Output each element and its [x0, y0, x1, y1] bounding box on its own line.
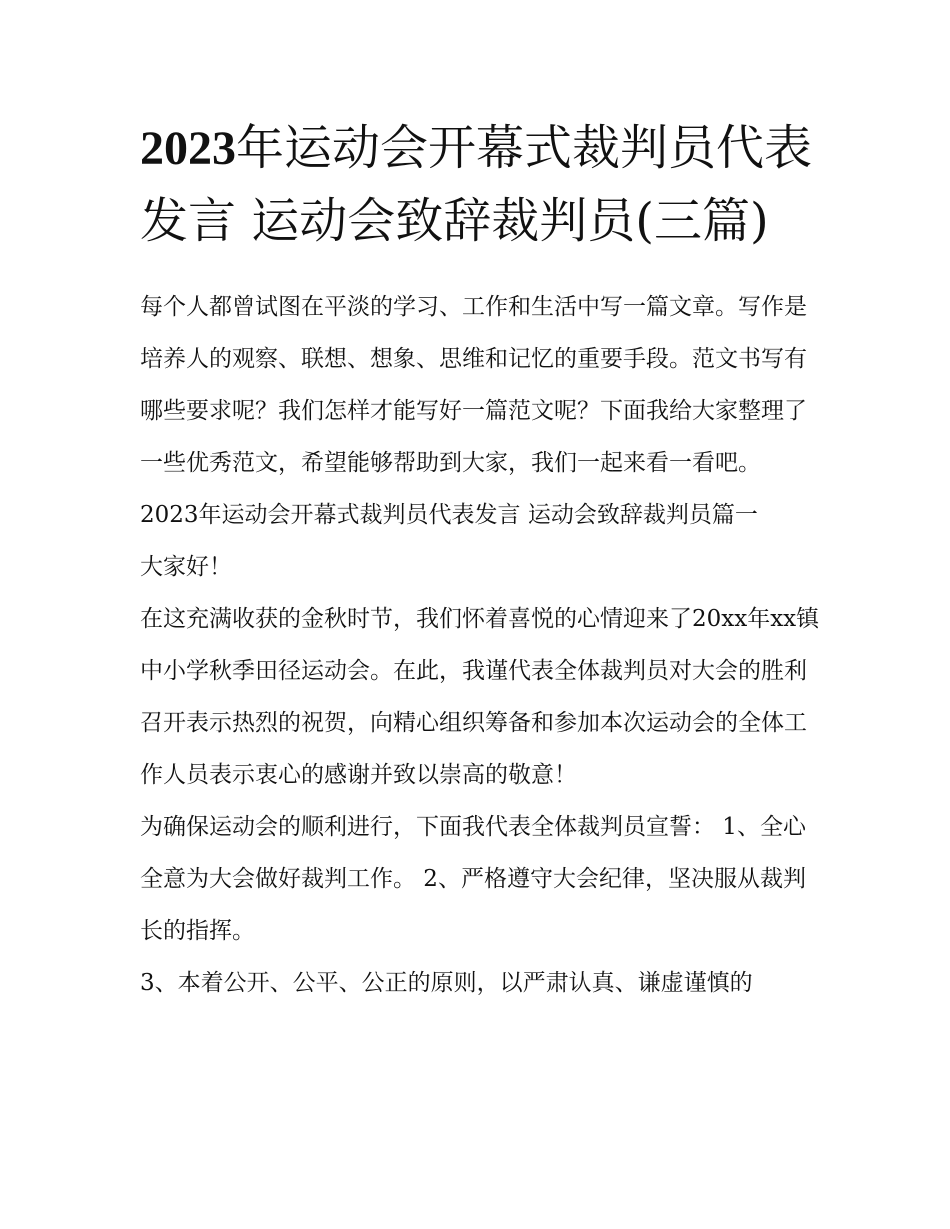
body-paragraph: 在这充满收获的金秋时节，我们怀着喜悦的心情迎来了20xx年xx镇中小学秋季田径运动会。在此，我谨代表全体裁判员对大会的胜利召开表示热烈的祝贺，向精心组织筹备和参加本次运动会的全体工作人员表示衷心的感谢并致以崇高的敬意！: [140, 606, 820, 788]
document-title: [140, 112, 820, 257]
title-text: 年运动会开幕式裁判员代表发言 运动会致辞裁判员(三篇): [140, 120, 813, 249]
document-page: [140, 112, 820, 1009]
intro-paragraph: 每个人都曾试图在平淡的学习、工作和生活中写一篇文章。写作是培养人的观察、联想、想象、思维和记忆的重要手段。范文书写有哪些要求呢？我们怎样才能写好一篇范文呢？下面我给大家整理了一些优秀范文，希望能够帮助到大家，我们一起来看一看吧。: [140, 294, 807, 476]
oath-paragraph: 为确保运动会的顺利进行，下面我代表全体裁判员宣誓： 1、全心全意为大会做好裁判工作。 2、严格遵守大会纪律，坚决服从裁判长的指挥。: [140, 814, 806, 944]
greeting-paragraph: 大家好！: [140, 554, 232, 580]
oath-item-3: 3、本着公开、公平、公正的原则，以严肃认真、谦虚谨慎的: [140, 970, 753, 996]
title-year: 2023: [140, 122, 236, 175]
document-body: [140, 281, 820, 1009]
section-heading: 2023年运动会开幕式裁判员代表发言 运动会致辞裁判员篇一: [140, 502, 758, 528]
